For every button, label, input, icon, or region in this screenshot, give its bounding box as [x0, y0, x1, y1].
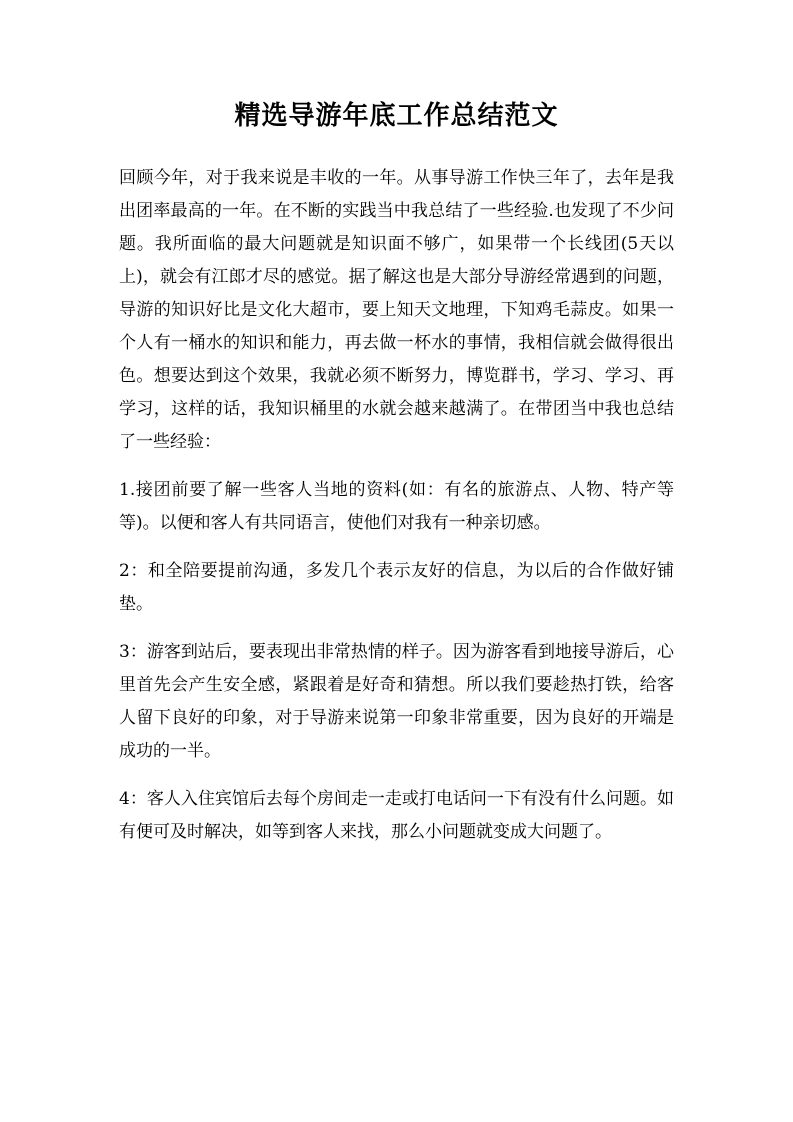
- intro-paragraph: 回顾今年，对于我来说是丰收的一年。从事导游工作快三年了，去年是我出团率最高的一年。在不断的实践当中我总结了一些经验.也发现了不少问题。我所面临的最大问题就是知识面不够广，如果带一个长线团(5天以上)，就会有江郎才尽的感觉。据了解这也是大部分导游经常遇到的问题，导游的知识好比是文化大超市，要上知天文地理，下知鸡毛蒜皮。如果一个人有一桶水的知识和能力，再去做一杯水的事情，我相信就会做得很出色。想要达到这个效果，我就必须不断努力，博览群书，学习、学习、再学习，这样的话，我知识桶里的水就会越来越满了。在带团当中我也总结了一些经验：: [119, 168, 674, 452]
- tip-1-paragraph: 1.接团前要了解一些客人当地的资料(如：有名的旅游点、人物、特产等等)。以便和客人有共同语言，使他们对我有一种亲切感。: [119, 480, 674, 533]
- tip-3-paragraph: 3：游客到站后，要表现出非常热情的样子。因为游客看到地接导游后，心里首先会产生安全感，紧跟着是好奇和猜想。所以我们要趁热打铁，给客人留下良好的印象，对于导游来说第一印象非常重要，因为良好的开端是成功的一半。: [119, 642, 674, 761]
- tip-2-paragraph: 2：和全陪要提前沟通，多发几个表示友好的信息，为以后的合作做好铺垫。: [119, 561, 674, 614]
- document-body: [119, 162, 674, 864]
- tip-4-paragraph: 4：客人入住宾馆后去每个房间走一走或打电话问一下有没有什么问题。如有便可及时解决，如等到客人来找，那么小问题就变成大问题了。: [119, 789, 674, 842]
- document-title: 精选导游年底工作总结范文: [234, 101, 559, 131]
